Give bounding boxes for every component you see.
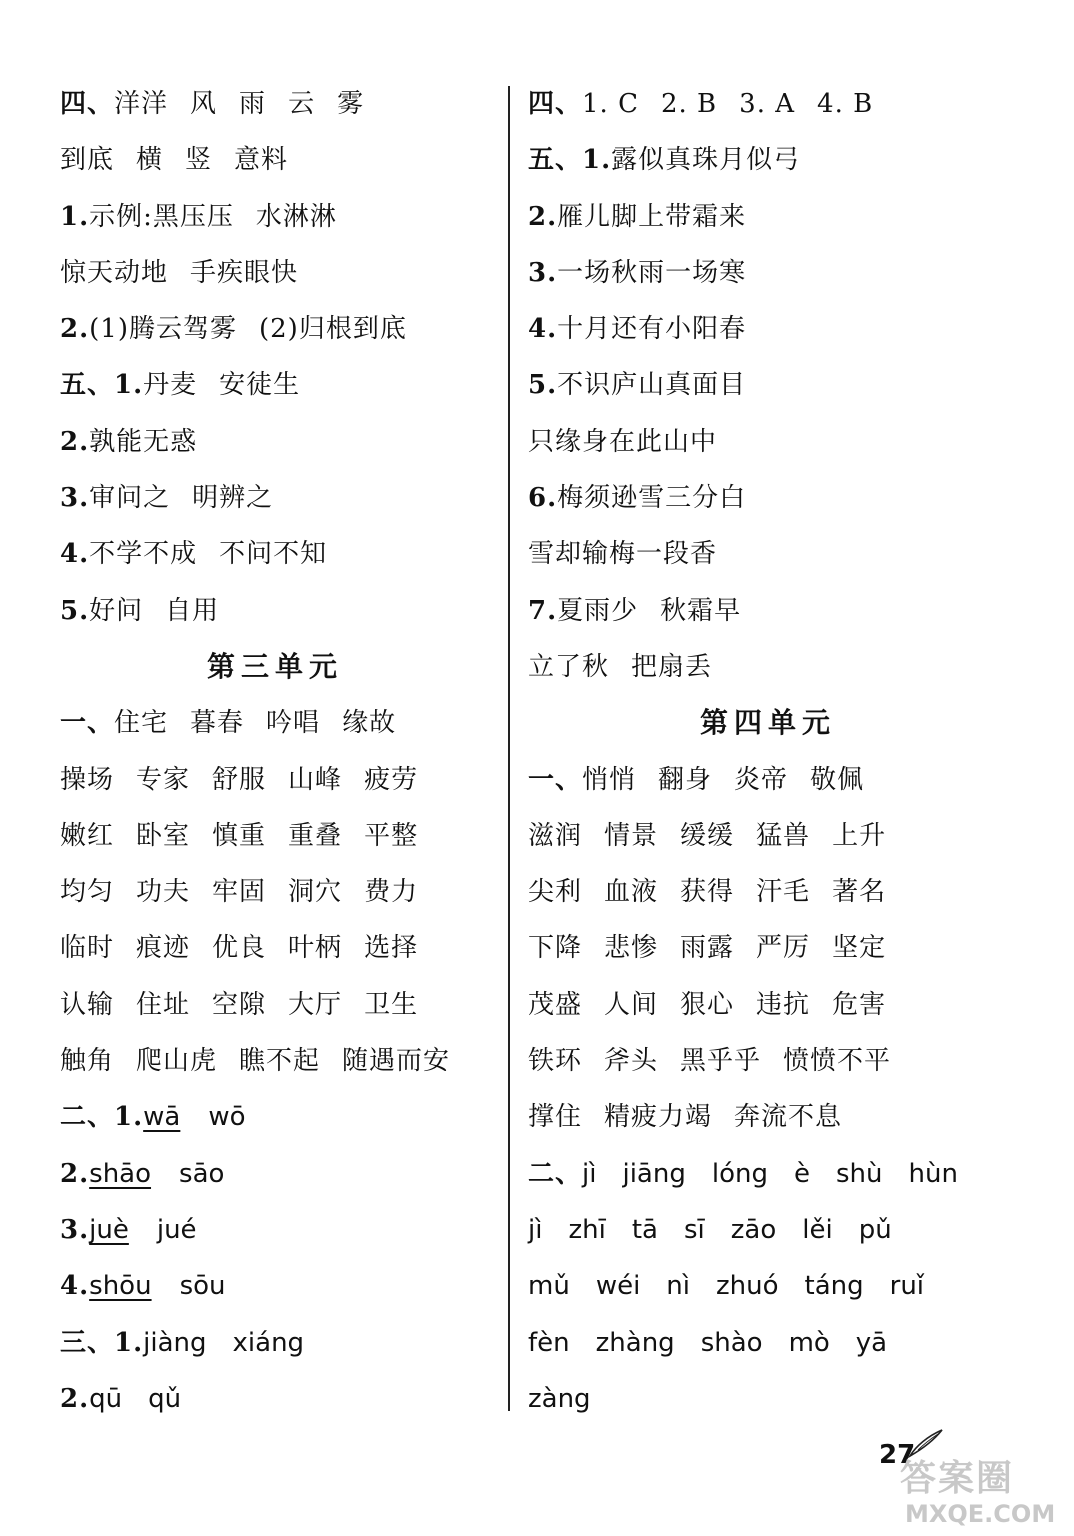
- answer-word: 汗毛: [756, 877, 811, 908]
- answer-label: 三、1.: [60, 1327, 144, 1358]
- answer-word: 慎重: [212, 820, 267, 851]
- answer-word: 敬佩: [810, 764, 865, 795]
- answer-line: [528, 526, 1008, 582]
- answer-word: 好问: [89, 595, 144, 626]
- answer-word: 痕迹: [136, 933, 191, 964]
- answer-label: 4.: [60, 1271, 90, 1302]
- answer-line: [60, 189, 490, 245]
- answer-line: [60, 808, 490, 864]
- answer-word: 瞧不起: [239, 1046, 321, 1077]
- answer-word: 横: [136, 145, 164, 176]
- answer-word: 空隙: [212, 989, 267, 1020]
- answer-word: 1. C: [582, 89, 639, 119]
- answer-word: 把扇丢: [631, 651, 713, 682]
- pinyin-answer: qū: [89, 1383, 123, 1414]
- answer-line: [528, 245, 1008, 301]
- answer-line: [528, 583, 1008, 639]
- answer-word: 操场: [60, 764, 115, 795]
- answer-word: 翻身: [658, 764, 713, 795]
- answer-word: 重叠: [288, 820, 343, 851]
- answer-word: 自用: [165, 595, 220, 626]
- answer-word: (1)腾云驾雾: [89, 314, 237, 345]
- answer-word: 风: [190, 89, 218, 119]
- answer-word: 黑乎乎: [680, 1046, 762, 1077]
- pinyin-answer: jué: [156, 1214, 197, 1245]
- answer-word: 竖: [185, 145, 213, 176]
- pinyin-answer: zhī: [568, 1214, 606, 1245]
- answer-word: 奔流不息: [734, 1102, 843, 1133]
- answer-word: 下降: [528, 933, 583, 964]
- answer-line: [528, 1315, 1008, 1371]
- answer-word: 费力: [364, 877, 419, 908]
- answer-label: 五、1.: [528, 145, 612, 176]
- answer-word: 孰能无惑: [89, 426, 198, 457]
- answer-line: [528, 977, 1008, 1033]
- pinyin-answer: shào: [700, 1327, 763, 1358]
- answer-word: 炎帝: [734, 764, 789, 795]
- answer-word: 雁儿脚上带霜来: [557, 201, 747, 232]
- answer-word: 夏雨少: [557, 595, 639, 626]
- answer-word: 雪却输梅一段香: [528, 539, 718, 570]
- answer-word: 2. B: [660, 89, 718, 119]
- answer-line: [528, 357, 1008, 413]
- pinyin-answer: shāo: [89, 1158, 152, 1189]
- answer-line: [60, 583, 490, 639]
- answer-line: [528, 76, 1008, 132]
- answer-word: 4. B: [817, 89, 874, 119]
- answer-word: 雾: [337, 89, 365, 119]
- answer-word: 上升: [832, 820, 887, 851]
- answer-word: 洞穴: [288, 877, 343, 908]
- pinyin-answer: ruǐ: [889, 1271, 925, 1302]
- answer-line: [60, 357, 490, 413]
- answer-line: [528, 1146, 1008, 1202]
- answer-word: 云: [288, 89, 316, 119]
- answer-word: 惊天动地: [60, 257, 169, 288]
- answer-line: [528, 864, 1008, 920]
- answer-label: 7.: [528, 595, 558, 626]
- answer-word: 均匀: [60, 877, 115, 908]
- answer-line: [60, 245, 490, 301]
- answer-line: [528, 132, 1008, 188]
- answer-word: 情景: [604, 820, 659, 851]
- answer-line: [60, 1202, 490, 1258]
- answer-label: 5.: [528, 370, 558, 401]
- pinyin-answer: jiāng: [622, 1158, 686, 1189]
- pinyin-answer: táng: [804, 1271, 864, 1302]
- answer-word: 尖利: [528, 877, 583, 908]
- answer-word: 雨露: [680, 933, 735, 964]
- pinyin-answer: shōu: [89, 1271, 152, 1302]
- answer-line: [528, 1371, 1008, 1427]
- pinyin-answer: mò: [788, 1327, 830, 1358]
- answer-label: 2.: [528, 201, 558, 232]
- pinyin-answer: nì: [666, 1271, 690, 1302]
- answer-label: 5.: [60, 595, 90, 626]
- answer-line: [528, 808, 1008, 864]
- answer-word: 立了秋: [528, 651, 610, 682]
- answer-line: [60, 1258, 490, 1314]
- answer-word: 平整: [364, 820, 419, 851]
- answer-line: [60, 76, 490, 132]
- answer-word: 暮春: [190, 708, 245, 739]
- answer-word: 只缘身在此山中: [528, 426, 718, 457]
- answer-word: 缘故: [342, 708, 397, 739]
- pinyin-answer: qǔ: [148, 1383, 182, 1414]
- answer-word: 审问之: [89, 483, 171, 514]
- left-column: [60, 76, 490, 1427]
- answer-label: 四、: [60, 89, 115, 119]
- answer-label: 一、: [60, 708, 115, 739]
- answer-word: 叶柄: [288, 933, 343, 964]
- watermark-url: MXQE.COM: [905, 1500, 1056, 1528]
- section-heading: 第三单元: [206, 649, 343, 683]
- pinyin-answer: è: [793, 1158, 810, 1189]
- answer-word: 选择: [364, 933, 419, 964]
- answer-label: 4.: [528, 314, 558, 345]
- answer-label: 2.: [60, 1158, 90, 1189]
- answer-line: [60, 470, 490, 526]
- page-number: 27: [879, 1440, 916, 1470]
- pinyin-answer: tā: [631, 1214, 658, 1245]
- answer-line: [60, 1315, 490, 1371]
- answer-line: [60, 132, 490, 188]
- pinyin-answer: xiáng: [232, 1327, 305, 1358]
- answer-line: [528, 189, 1008, 245]
- column-divider: [508, 86, 510, 1411]
- answer-line: [528, 1033, 1008, 1089]
- pinyin-answer: wā: [143, 1102, 181, 1133]
- answer-word: 牢固: [212, 877, 267, 908]
- answer-word: 雨: [239, 89, 267, 119]
- answer-word: 滋润: [528, 820, 583, 851]
- answer-word: 示例:黑压压: [89, 201, 234, 232]
- answer-line: [60, 695, 490, 751]
- pinyin-answer: jì: [582, 1158, 597, 1189]
- answer-line: [528, 752, 1008, 808]
- answer-word: 梅须逊雪三分白: [557, 483, 747, 514]
- answer-line: [528, 1089, 1008, 1145]
- pinyin-answer: zàng: [528, 1383, 591, 1414]
- answer-label: 6.: [528, 483, 558, 514]
- answer-word: 十月还有小阳春: [557, 314, 747, 345]
- answer-word: 不学不成: [89, 539, 198, 570]
- answer-word: 血液: [604, 877, 659, 908]
- answer-word: 随遇而安: [342, 1046, 451, 1077]
- answer-word: 功夫: [136, 877, 191, 908]
- answer-word: 露似真珠月似弓: [611, 145, 801, 176]
- pinyin-answer: lóng: [711, 1158, 768, 1189]
- answer-line: [60, 1089, 490, 1145]
- answer-word: 吟唱: [266, 708, 321, 739]
- pinyin-answer: jiàng: [143, 1327, 207, 1358]
- answer-word: 嫩红: [60, 820, 115, 851]
- answer-word: 卫生: [364, 989, 419, 1020]
- answer-word: 3. A: [739, 89, 796, 119]
- answer-word: 缓缓: [680, 820, 735, 851]
- answer-word: 住址: [136, 989, 191, 1020]
- answer-line: [528, 1202, 1008, 1258]
- answer-word: 违抗: [756, 989, 811, 1020]
- answer-word: 舒服: [212, 764, 267, 795]
- pinyin-answer: sāo: [179, 1158, 225, 1189]
- answer-word: 危害: [832, 989, 887, 1020]
- answer-word: 手疾眼快: [190, 257, 299, 288]
- answer-line: [60, 414, 490, 470]
- pinyin-answer: lěi: [802, 1214, 833, 1245]
- answer-label: 1.: [60, 201, 90, 232]
- answer-label: 二、: [528, 1158, 583, 1189]
- answer-word: 获得: [680, 877, 735, 908]
- answer-word: 铁环: [528, 1046, 583, 1077]
- answer-label: 2.: [60, 426, 90, 457]
- answer-word: 明辨之: [192, 483, 274, 514]
- answer-line: [528, 639, 1008, 695]
- pinyin-answer: pǔ: [858, 1214, 892, 1245]
- answer-word: 不问不知: [219, 539, 328, 570]
- pinyin-answer: wéi: [595, 1271, 641, 1302]
- answer-line: [60, 864, 490, 920]
- answer-label: 3.: [60, 483, 90, 514]
- answer-word: 斧头: [604, 1046, 659, 1077]
- answer-label: 3.: [60, 1214, 90, 1245]
- pinyin-answer: zhàng: [595, 1327, 675, 1358]
- answer-label: 3.: [528, 257, 558, 288]
- answer-label: 四、: [528, 89, 583, 119]
- pinyin-answer: yā: [855, 1327, 888, 1358]
- answer-word: 疲劳: [364, 764, 419, 795]
- answer-word: 猛兽: [756, 820, 811, 851]
- watermark: 答案圈: [900, 1458, 1015, 1499]
- answer-line: [528, 920, 1008, 976]
- answer-word: 意料: [234, 145, 289, 176]
- answer-line: [60, 977, 490, 1033]
- answer-word: 撑住: [528, 1102, 583, 1133]
- answer-word: 坚定: [832, 933, 887, 964]
- answer-line: [60, 920, 490, 976]
- answer-line: [528, 470, 1008, 526]
- answer-word: 愤愤不平: [783, 1046, 892, 1077]
- answer-line: [528, 414, 1008, 470]
- answer-word: 一场秋雨一场寒: [557, 257, 747, 288]
- answer-label: 二、1.: [60, 1102, 144, 1133]
- section-heading: 第四单元: [699, 706, 836, 740]
- answer-word: (2)归根到底: [259, 314, 407, 345]
- answer-label: 一、: [528, 764, 583, 795]
- answer-word: 丹麦: [143, 370, 198, 401]
- pinyin-answer: mǔ: [528, 1271, 570, 1302]
- answer-label: 4.: [60, 539, 90, 570]
- answer-line: [528, 301, 1008, 357]
- pinyin-answer: sī: [683, 1214, 705, 1245]
- answer-word: 临时: [60, 933, 115, 964]
- answer-word: 狠心: [680, 989, 735, 1020]
- answer-line: [60, 1033, 490, 1089]
- answer-word: 大厅: [288, 989, 343, 1020]
- answer-line: [60, 752, 490, 808]
- answer-label: 2.: [60, 1383, 90, 1414]
- pinyin-answer: jì: [528, 1214, 543, 1245]
- answer-word: 秋霜早: [660, 595, 742, 626]
- pinyin-answer: zhuó: [716, 1271, 779, 1302]
- answer-label: 2.: [60, 314, 90, 345]
- answer-word: 安徒生: [219, 370, 301, 401]
- pinyin-answer: shù: [835, 1158, 883, 1189]
- answer-word: 山峰: [288, 764, 343, 795]
- answer-word: 触角: [60, 1046, 115, 1077]
- answer-word: 卧室: [136, 820, 191, 851]
- pinyin-answer: sōu: [179, 1271, 226, 1302]
- pinyin-answer: fèn: [528, 1327, 570, 1358]
- answer-word: 茂盛: [528, 989, 583, 1020]
- answer-label: 五、1.: [60, 370, 144, 401]
- pinyin-answer: juè: [89, 1214, 129, 1245]
- pinyin-answer: hùn: [908, 1158, 958, 1189]
- answer-word: 认输: [60, 989, 115, 1020]
- answer-word: 严厉: [756, 933, 811, 964]
- right-column: [528, 76, 1008, 1427]
- pinyin-answer: wō: [208, 1102, 246, 1133]
- answer-word: 人间: [604, 989, 659, 1020]
- answer-line: [60, 1371, 490, 1427]
- answer-word: 优良: [212, 933, 267, 964]
- answer-word: 水淋淋: [255, 201, 337, 232]
- answer-line: [60, 301, 490, 357]
- answer-line: [60, 1146, 490, 1202]
- answer-word: 精疲力竭: [604, 1102, 713, 1133]
- pinyin-answer: zāo: [730, 1214, 777, 1245]
- answer-word: 悲惨: [604, 933, 659, 964]
- answer-line: [528, 1258, 1008, 1314]
- answer-line: [60, 526, 490, 582]
- answer-word: 悄悄: [582, 764, 637, 795]
- answer-word: 住宅: [114, 708, 169, 739]
- answer-word: 洋洋: [114, 89, 169, 119]
- answer-word: 专家: [136, 764, 191, 795]
- answer-word: 著名: [832, 877, 887, 908]
- answer-word: 爬山虎: [136, 1046, 218, 1077]
- answer-word: 不识庐山真面目: [557, 370, 747, 401]
- answer-word: 到底: [60, 145, 115, 176]
